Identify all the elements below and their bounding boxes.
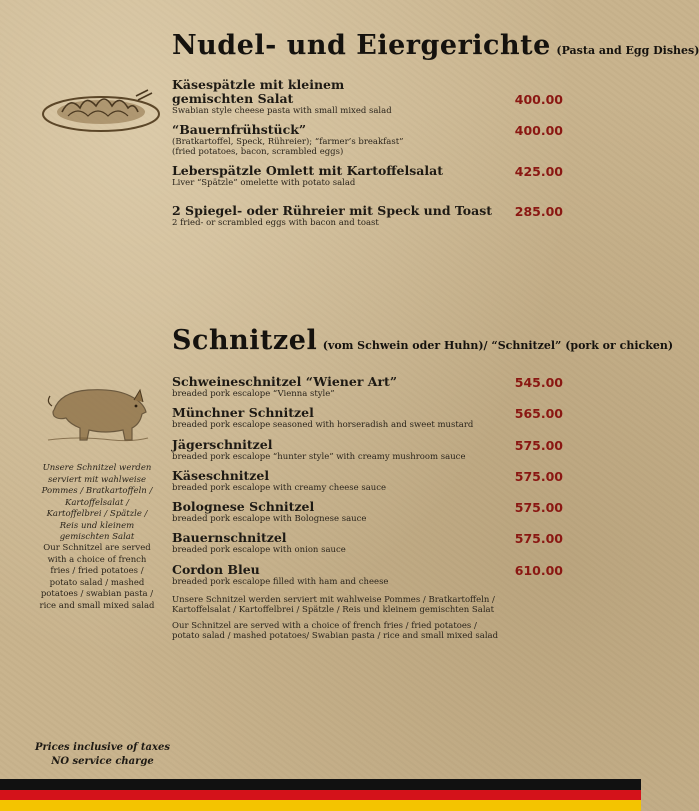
item-description: 2 fried- or scrambled eggs with bacon and toast [172, 218, 379, 228]
item-description: breaded pork escalope seasoned with horseradish and sweet mustard [172, 420, 474, 430]
item-description: breaded pork escalope with onion sauce [172, 545, 346, 555]
flag-stripe-gold [0, 800, 641, 811]
flag-stripe-red [0, 790, 641, 800]
menu-item [172, 563, 572, 587]
schnitzel-note-en: Our Schnitzel are served with a choice of french fries / fried potatoes / potato salad / mashed potatoes/ Swabian pasta / rice and small mixed salad [172, 621, 499, 641]
item-name: Käsespätzle mit kleinem gemischten Salat [172, 77, 345, 106]
item-price: 400.00 [514, 92, 563, 107]
menu-item [172, 500, 572, 524]
menu-item [172, 375, 572, 399]
flag-stripe-black [0, 779, 641, 790]
item-price: 575.00 [514, 438, 563, 453]
footer-service-line: NO service charge [51, 756, 154, 767]
section-title-schnitzel [172, 325, 673, 356]
section-subtitle: (vom Schwein oder Huhn)/ “Schnitzel” (pork or chicken) [322, 339, 674, 352]
menu-item [172, 78, 572, 116]
item-name: Leberspätzle Omlett mit Kartoffelsalat [172, 163, 444, 178]
footer-note [30, 741, 175, 769]
item-name: Münchner Schnitzel [172, 405, 314, 420]
item-name: Bolognese Schnitzel [172, 499, 315, 514]
item-description: breaded pork escalope “hunter style” with creamy mushroom sauce [172, 452, 466, 462]
menu-item [172, 438, 572, 462]
item-name: 2 Spiegel- oder Rühreier mit Speck und Toast [172, 203, 493, 218]
item-name: Schweineschnitzel “Wiener Art” [172, 374, 398, 389]
item-description: Swabian style cheese pasta with small mixed salad [172, 106, 392, 116]
item-price: 610.00 [514, 563, 563, 578]
item-price: 285.00 [514, 204, 563, 219]
section-heading: Nudel- und Eiergerichte [172, 30, 551, 61]
item-price: 575.00 [514, 469, 563, 484]
section-heading: Schnitzel [172, 325, 318, 356]
section-subtitle: (Pasta and Egg Dishes) [556, 44, 699, 57]
pig-icon [42, 382, 152, 448]
item-name: Bauernschnitzel [172, 530, 287, 545]
schnitzel-note-de: Unsere Schnitzel werden serviert mit wahlweise Pommes / Bratkartoffeln / Kartoffelsalat / Kartoffelbrei / Spätzle / Reis und kleinem gemischten Salat [172, 595, 495, 615]
sidebar-note-en: Our Schnitzel are served with a choice of french fries / fried potatoes / potato salad / mashed potatoes / swabian pasta / rice and small mixed salad [39, 543, 155, 611]
item-name: Jägerschnitzel [172, 437, 273, 452]
menu-item [172, 164, 572, 188]
item-price: 400.00 [514, 123, 563, 138]
item-price: 575.00 [514, 531, 563, 546]
footer-taxes-line: Prices inclusive of taxes [35, 742, 170, 753]
item-description: breaded pork escalope with Bolognese sauce [172, 514, 367, 524]
sidebar-note-de: Unsere Schnitzel werden serviert mit wahlweise Pommes / Bratkartoffeln / Kartoffelsalat / Kartoffelbrei / Spätzle / Reis und kleinem gemischten Salat [41, 463, 153, 542]
item-description: Liver “Spätzle” omelette with potato salad [172, 178, 356, 188]
item-name: “Bauernfrühstück” [172, 122, 307, 137]
item-price: 575.00 [514, 500, 563, 515]
menu-item [172, 406, 572, 430]
menu-item [172, 123, 572, 157]
menu-item [172, 469, 572, 493]
item-price: 425.00 [514, 164, 563, 179]
item-description: breaded pork escalope with creamy cheese sauce [172, 483, 387, 493]
item-description: (Bratkartoffel, Speck, Rühreier); “farmer’s breakfast” (fried potatoes, bacon, scrambled eggs) [172, 137, 404, 157]
item-name: Käseschnitzel [172, 468, 270, 483]
item-price: 545.00 [514, 375, 563, 390]
item-description: breaded pork escalope “Vienna style” [172, 389, 335, 399]
section-title-pasta [172, 30, 699, 61]
menu-item [172, 204, 572, 228]
item-price: 565.00 [514, 406, 563, 421]
item-name: Cordon Bleu [172, 562, 260, 577]
item-description: breaded pork escalope filled with ham and cheese [172, 577, 389, 587]
pasta-plate-icon [40, 84, 162, 134]
menu-item [172, 531, 572, 555]
